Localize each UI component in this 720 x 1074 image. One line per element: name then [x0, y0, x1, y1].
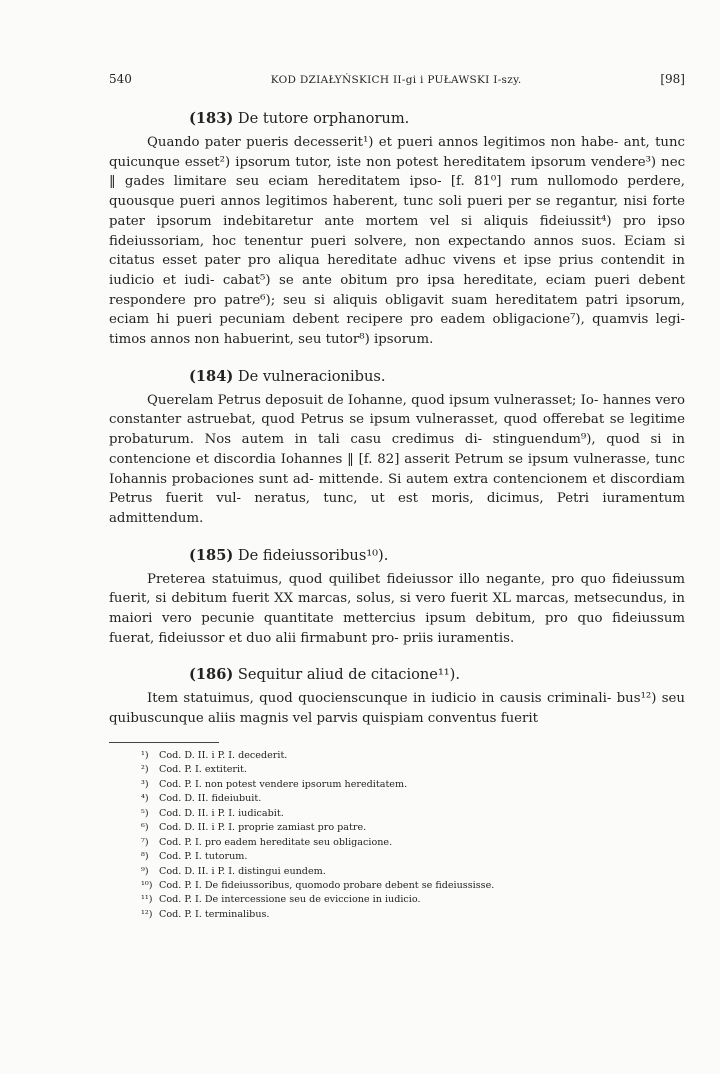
- paragraph: [109, 570, 685, 649]
- text-line: offerebat se legitime probaturum. Nos autem in tali casu credimus di-: [109, 412, 685, 448]
- paragraph: [109, 391, 685, 529]
- footnote-text: Cod. D. II. fideiubuit.: [159, 793, 262, 805]
- footnote-marker: ⁹): [141, 865, 149, 877]
- section-title: De vulneracionibus.: [237, 367, 386, 385]
- section-number: (186): [189, 666, 234, 684]
- text-line: ipsorum vendere³) nec ‖ gades limitare seu eciam hereditatem ipso- [f. 81⁰]: [109, 154, 686, 190]
- text-line: priis iuramentis.: [402, 630, 515, 646]
- footnote-text: Cod. P. I. pro eadem hereditate seu obligacione.: [159, 836, 393, 848]
- footnote-marker: ⁴): [141, 793, 149, 805]
- footnote-marker: ²): [141, 764, 149, 776]
- text-line: marcas, metsecundus, in maiori vero pecunie quantitate mettercius ipsum: [109, 591, 685, 627]
- footnote-text: Cod. D. II. i P. I. proprie zamiast pro patre.: [159, 822, 367, 834]
- section-heading: [189, 110, 685, 127]
- text-line: Item statuimus, quod quocienscunque in iudicio in causis criminali-: [147, 691, 612, 707]
- footnote-marker: ⁵): [141, 807, 149, 819]
- text-line: timos annos non habuerint, seu tutor⁸) ipsorum.: [109, 332, 434, 348]
- footnote-text: Cod. P. I. De fideiussoribus, quomodo probare debent se fideiussisse.: [159, 879, 495, 891]
- text-line: soli pueri per se regantur, nisi forte pater ipsorum indebitaretur ante: [109, 194, 685, 229]
- page: [109, 72, 685, 922]
- section-title: Sequitur aliud de citacione¹¹).: [237, 666, 460, 684]
- text-line: pro patre⁶); seu si aliquis obligavit suam hereditatem patri ipsorum, eciam: [109, 292, 685, 328]
- section-title: De tutore orphanorum.: [237, 110, 410, 127]
- footnote-text: Cod. D. II. i P. I. iudicabit.: [159, 807, 284, 819]
- text-line: ant, tunc quicunque esset²) ipsorum tutor, iste non potest hereditatem: [109, 135, 685, 170]
- text-line: hannes vero constanter astruebat, quod Petrus se ipsum vulnerasset, quod: [109, 392, 685, 428]
- footnote-text: Cod. P. I. extiterit.: [159, 764, 247, 776]
- footnote: [141, 893, 685, 907]
- footnote-divider: [109, 742, 219, 743]
- footnote-text: Cod. P. I. tutorum.: [159, 851, 248, 863]
- text-line: debitum, pro quo fideiussum fuerat, fideiussor et duo alii firmabunt pro-: [109, 611, 685, 646]
- footnote-marker: ⁶): [141, 822, 149, 834]
- text-line: Querelam Petrus deposuit de Iohanne, quod ipsum vulnerasset; Io-: [147, 392, 599, 408]
- section-number: (185): [189, 546, 234, 564]
- footnote: [141, 821, 685, 835]
- text-line: asserit Petrum se ipsum vulnerasse, tunc Iohannis probaciones sunt ad-: [109, 451, 686, 487]
- section-heading: [189, 547, 685, 564]
- footnote-text: Cod. D. II. i P. I. decederit.: [159, 749, 288, 761]
- footnote-text: Cod. P. I. terminalibus.: [159, 908, 270, 920]
- footnote: [141, 763, 685, 777]
- section-number: (184): [189, 367, 234, 385]
- running-head: [109, 72, 685, 92]
- footnotes: [109, 749, 685, 922]
- footnote-marker: ⁷): [141, 836, 149, 848]
- footnote: [141, 749, 685, 763]
- text-line: neratus, tunc, ut est moris, dicimus, Petri iuramentum admittendum.: [109, 491, 686, 526]
- running-title: KOD DZIAŁYŃSKICH II-gi i PUŁAWSKI I-szy.: [270, 74, 522, 86]
- footnote-text: Cod. P. I. De intercessione seu de eviccione in iudicio.: [159, 894, 421, 906]
- footnote-marker: ¹⁰): [141, 879, 153, 891]
- footnote: [141, 850, 685, 864]
- footnote-marker: ¹²): [141, 908, 153, 920]
- text-line: rum nullomodo perdere, quousque pueri annos legitimos haberent, tunc: [109, 174, 685, 210]
- body-text: [109, 110, 685, 729]
- paragraph: [109, 133, 685, 350]
- section-heading: [189, 666, 685, 683]
- text-line: aliqua hereditate adhuc vivens et ipse prius contendit in iudicio et iudi-: [109, 253, 685, 288]
- footnote: [141, 879, 685, 893]
- footnote-marker: ⁸): [141, 851, 149, 863]
- footnote-text: Cod. P. I. non potest vendere ipsorum hereditatem.: [159, 778, 408, 790]
- footnote-marker: ¹¹): [141, 894, 153, 906]
- footnote-marker: ³): [141, 778, 149, 790]
- section-title: De fideiussoribus¹⁰).: [237, 546, 389, 564]
- section-number: (183): [189, 110, 234, 127]
- footnote: [141, 836, 685, 850]
- section-bracket: [98]: [660, 72, 685, 86]
- text-line: hi pueri pecuniam debent recipere pro eadem obligacione⁷), quamvis legi-: [156, 312, 685, 328]
- text-line: stinguendum⁹), quod si in contencione et discordia Iohannes ‖ [f. 82]: [109, 432, 685, 467]
- footnote: [141, 908, 685, 922]
- page-number: 540: [109, 72, 132, 86]
- text-line: bus¹²) seu quibuscunque aliis magnis vel parvis quispiam conventus fuerit: [109, 691, 685, 727]
- footnote-marker: ¹): [141, 749, 149, 761]
- text-line: solvere, non expectando annos suos. Eciam si citatus esset pater pro: [109, 233, 685, 269]
- text-line: Quando pater pueris decesserit¹) et pueri annos legitimos non habe-: [147, 135, 619, 150]
- footnote: [141, 792, 685, 806]
- footnote: [141, 865, 685, 879]
- text-line: cabat⁵) se ante obitum pro ipsa hereditate, eciam pueri debent respondere: [109, 272, 686, 308]
- paragraph: [109, 689, 685, 728]
- section-heading: [189, 368, 685, 385]
- text-line: mortem vel si aliquis fideiussit⁴) pro ipso fideiussoriam, hoc tenentur pueri: [109, 213, 685, 249]
- text-line: Preterea statuimus, quod quilibet fideiussor illo negante, pro quo: [147, 571, 606, 587]
- footnote-text: Cod. D. II. i P. I. distingui eundem.: [159, 865, 326, 877]
- footnote: [141, 778, 685, 792]
- text-line: fideiussum fuerit, si debitum fuerit XX marcas, solus, si vero fuerit XL: [109, 571, 685, 607]
- footnote: [141, 807, 685, 821]
- text-line: mittende. Si autem extra contencionem et discordiam Petrus fuerit vul-: [109, 471, 686, 507]
